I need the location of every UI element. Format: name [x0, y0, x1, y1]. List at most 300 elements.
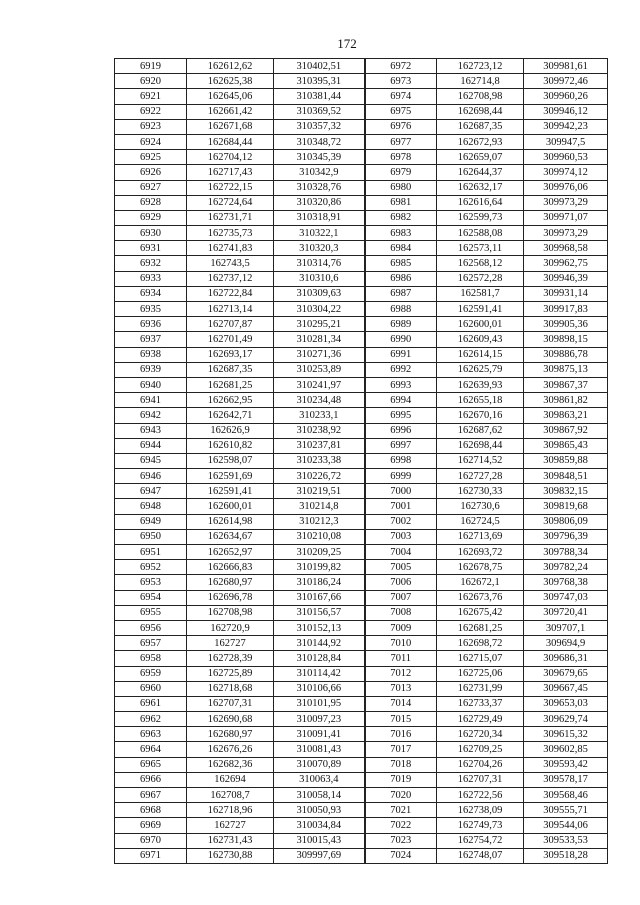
point-number-cell: 6964 [115, 742, 187, 757]
x-coordinate-cell: 162573,11 [437, 241, 524, 256]
y-coordinate-cell: 310309,63 [274, 286, 365, 301]
point-number-cell: 6999 [365, 469, 437, 484]
x-coordinate-cell: 162680,97 [187, 575, 274, 590]
table-row [115, 818, 608, 833]
y-coordinate-cell: 310318,91 [274, 210, 365, 225]
y-coordinate-cell: 310106,66 [274, 681, 365, 696]
point-number-cell: 6954 [115, 590, 187, 605]
point-number-cell: 6924 [115, 134, 187, 149]
point-number-cell: 6948 [115, 499, 187, 514]
x-coordinate-cell: 162708,98 [187, 605, 274, 620]
point-number-cell: 6973 [365, 74, 437, 89]
table-row [115, 788, 608, 803]
point-number-cell: 6981 [365, 195, 437, 210]
y-coordinate-cell: 309942,23 [524, 119, 608, 134]
x-coordinate-cell: 162735,73 [187, 226, 274, 241]
table-row [115, 499, 608, 514]
y-coordinate-cell: 310199,82 [274, 560, 365, 575]
x-coordinate-cell: 162718,68 [187, 681, 274, 696]
x-coordinate-cell: 162614,15 [437, 347, 524, 362]
point-number-cell: 7018 [365, 757, 437, 772]
x-coordinate-cell: 162693,17 [187, 347, 274, 362]
x-coordinate-cell: 162727,28 [437, 469, 524, 484]
x-coordinate-cell: 162698,44 [437, 104, 524, 119]
x-coordinate-cell: 162681,25 [187, 377, 274, 392]
y-coordinate-cell: 310212,3 [274, 514, 365, 529]
point-number-cell: 7000 [365, 484, 437, 499]
y-coordinate-cell: 310058,14 [274, 788, 365, 803]
point-number-cell: 6951 [115, 545, 187, 560]
y-coordinate-cell: 309997,69 [274, 848, 365, 863]
x-coordinate-cell: 162659,07 [437, 150, 524, 165]
y-coordinate-cell: 309544,06 [524, 818, 608, 833]
table-row [115, 286, 608, 301]
x-coordinate-cell: 162678,75 [437, 560, 524, 575]
x-coordinate-cell: 162684,44 [187, 134, 274, 149]
y-coordinate-cell: 310152,13 [274, 620, 365, 635]
y-coordinate-cell: 310214,8 [274, 499, 365, 514]
point-number-cell: 6925 [115, 150, 187, 165]
y-coordinate-cell: 310342,9 [274, 165, 365, 180]
y-coordinate-cell: 310015,43 [274, 833, 365, 848]
table-row [115, 529, 608, 544]
x-coordinate-cell: 162724,64 [187, 195, 274, 210]
y-coordinate-cell: 310186,24 [274, 575, 365, 590]
y-coordinate-cell: 309788,34 [524, 545, 608, 560]
x-coordinate-cell: 162730,33 [437, 484, 524, 499]
point-number-cell: 6920 [115, 74, 187, 89]
point-number-cell: 6959 [115, 666, 187, 681]
y-coordinate-cell: 309653,03 [524, 696, 608, 711]
table-row [115, 317, 608, 332]
x-coordinate-cell: 162625,79 [437, 362, 524, 377]
y-coordinate-cell: 309602,85 [524, 742, 608, 757]
table-row [115, 347, 608, 362]
point-number-cell: 6931 [115, 241, 187, 256]
y-coordinate-cell: 309568,46 [524, 788, 608, 803]
x-coordinate-cell: 162625,38 [187, 74, 274, 89]
x-coordinate-cell: 162672,93 [437, 134, 524, 149]
point-number-cell: 6972 [365, 59, 437, 74]
point-number-cell: 6994 [365, 393, 437, 408]
point-number-cell: 6929 [115, 210, 187, 225]
y-coordinate-cell: 309533,53 [524, 833, 608, 848]
y-coordinate-cell: 309861,82 [524, 393, 608, 408]
x-coordinate-cell: 162599,73 [437, 210, 524, 225]
point-number-cell: 6955 [115, 605, 187, 620]
y-coordinate-cell: 310091,41 [274, 727, 365, 742]
x-coordinate-cell: 162652,97 [187, 545, 274, 560]
x-coordinate-cell: 162727 [187, 636, 274, 651]
y-coordinate-cell: 310395,31 [274, 74, 365, 89]
x-coordinate-cell: 162645,06 [187, 89, 274, 104]
point-number-cell: 6949 [115, 514, 187, 529]
point-number-cell: 7015 [365, 712, 437, 727]
x-coordinate-cell: 162591,69 [187, 469, 274, 484]
x-coordinate-cell: 162743,5 [187, 256, 274, 271]
x-coordinate-cell: 162693,72 [437, 545, 524, 560]
point-number-cell: 7016 [365, 727, 437, 742]
x-coordinate-cell: 162722,15 [187, 180, 274, 195]
y-coordinate-cell: 310167,66 [274, 590, 365, 605]
y-coordinate-cell: 310063,4 [274, 772, 365, 787]
y-coordinate-cell: 310253,89 [274, 362, 365, 377]
x-coordinate-cell: 162600,01 [187, 499, 274, 514]
point-number-cell: 6967 [115, 788, 187, 803]
point-number-cell: 7019 [365, 772, 437, 787]
point-number-cell: 6991 [365, 347, 437, 362]
point-number-cell: 6935 [115, 302, 187, 317]
y-coordinate-cell: 309971,07 [524, 210, 608, 225]
point-number-cell: 7010 [365, 636, 437, 651]
y-coordinate-cell: 309848,51 [524, 469, 608, 484]
table-row [115, 165, 608, 180]
point-number-cell: 6995 [365, 408, 437, 423]
table-row [115, 74, 608, 89]
x-coordinate-cell: 162731,71 [187, 210, 274, 225]
y-coordinate-cell: 309946,12 [524, 104, 608, 119]
y-coordinate-cell: 309747,03 [524, 590, 608, 605]
point-number-cell: 6939 [115, 362, 187, 377]
table-row [115, 423, 608, 438]
y-coordinate-cell: 309962,75 [524, 256, 608, 271]
x-coordinate-cell: 162731,43 [187, 833, 274, 848]
y-coordinate-cell: 310381,44 [274, 89, 365, 104]
x-coordinate-cell: 162730,88 [187, 848, 274, 863]
x-coordinate-cell: 162655,18 [437, 393, 524, 408]
point-number-cell: 6971 [115, 848, 187, 863]
y-coordinate-cell: 309946,39 [524, 271, 608, 286]
x-coordinate-cell: 162698,44 [437, 438, 524, 453]
point-number-cell: 6983 [365, 226, 437, 241]
y-coordinate-cell: 310402,51 [274, 59, 365, 74]
table-row [115, 302, 608, 317]
point-number-cell: 6961 [115, 696, 187, 711]
x-coordinate-cell: 162713,69 [437, 529, 524, 544]
y-coordinate-cell: 310050,93 [274, 803, 365, 818]
y-coordinate-cell: 310219,51 [274, 484, 365, 499]
x-coordinate-cell: 162680,97 [187, 727, 274, 742]
y-coordinate-cell: 309960,53 [524, 150, 608, 165]
point-number-cell: 7011 [365, 651, 437, 666]
table-row [115, 393, 608, 408]
point-number-cell: 6974 [365, 89, 437, 104]
x-coordinate-cell: 162616,64 [437, 195, 524, 210]
table-row [115, 119, 608, 134]
table-row [115, 757, 608, 772]
point-number-cell: 7006 [365, 575, 437, 590]
point-number-cell: 6990 [365, 332, 437, 347]
x-coordinate-cell: 162738,09 [437, 803, 524, 818]
point-number-cell: 6922 [115, 104, 187, 119]
table-row [115, 134, 608, 149]
x-coordinate-cell: 162731,99 [437, 681, 524, 696]
point-number-cell: 7023 [365, 833, 437, 848]
point-number-cell: 6989 [365, 317, 437, 332]
point-number-cell: 6960 [115, 681, 187, 696]
x-coordinate-cell: 162598,07 [187, 453, 274, 468]
x-coordinate-cell: 162733,37 [437, 696, 524, 711]
x-coordinate-cell: 162707,31 [187, 696, 274, 711]
point-number-cell: 6978 [365, 150, 437, 165]
y-coordinate-cell: 310295,21 [274, 317, 365, 332]
x-coordinate-cell: 162722,56 [437, 788, 524, 803]
y-coordinate-cell: 309976,06 [524, 180, 608, 195]
x-coordinate-cell: 162568,12 [437, 256, 524, 271]
point-number-cell: 6968 [115, 803, 187, 818]
x-coordinate-cell: 162612,62 [187, 59, 274, 74]
y-coordinate-cell: 310328,76 [274, 180, 365, 195]
x-coordinate-cell: 162600,01 [437, 317, 524, 332]
point-number-cell: 6962 [115, 712, 187, 727]
point-number-cell: 6941 [115, 393, 187, 408]
x-coordinate-cell: 162704,12 [187, 150, 274, 165]
y-coordinate-cell: 309968,58 [524, 241, 608, 256]
y-coordinate-cell: 310357,32 [274, 119, 365, 134]
point-number-cell: 6956 [115, 620, 187, 635]
table-row [115, 104, 608, 119]
point-number-cell: 6952 [115, 560, 187, 575]
y-coordinate-cell: 310369,52 [274, 104, 365, 119]
table-row [115, 514, 608, 529]
y-coordinate-cell: 309886,78 [524, 347, 608, 362]
y-coordinate-cell: 309518,28 [524, 848, 608, 863]
x-coordinate-cell: 162720,34 [437, 727, 524, 742]
point-number-cell: 6944 [115, 438, 187, 453]
y-coordinate-cell: 310144,92 [274, 636, 365, 651]
x-coordinate-cell: 162707,31 [437, 772, 524, 787]
y-coordinate-cell: 310348,72 [274, 134, 365, 149]
y-coordinate-cell: 310114,42 [274, 666, 365, 681]
y-coordinate-cell: 310156,57 [274, 605, 365, 620]
x-coordinate-cell: 162642,71 [187, 408, 274, 423]
point-number-cell: 6992 [365, 362, 437, 377]
point-number-cell: 6977 [365, 134, 437, 149]
table-row [115, 408, 608, 423]
point-number-cell: 6988 [365, 302, 437, 317]
x-coordinate-cell: 162708,7 [187, 788, 274, 803]
x-coordinate-cell: 162634,67 [187, 529, 274, 544]
table-row [115, 727, 608, 742]
table-row [115, 575, 608, 590]
table-row [115, 362, 608, 377]
table-row [115, 605, 608, 620]
y-coordinate-cell: 309973,29 [524, 195, 608, 210]
x-coordinate-cell: 162714,52 [437, 453, 524, 468]
x-coordinate-cell: 162588,08 [437, 226, 524, 241]
y-coordinate-cell: 309832,15 [524, 484, 608, 499]
point-number-cell: 6947 [115, 484, 187, 499]
x-coordinate-cell: 162725,89 [187, 666, 274, 681]
x-coordinate-cell: 162698,72 [437, 636, 524, 651]
x-coordinate-cell: 162644,37 [437, 165, 524, 180]
x-coordinate-cell: 162632,17 [437, 180, 524, 195]
point-number-cell: 6938 [115, 347, 187, 362]
y-coordinate-cell: 310234,48 [274, 393, 365, 408]
table-row [115, 742, 608, 757]
x-coordinate-cell: 162737,12 [187, 271, 274, 286]
y-coordinate-cell: 310314,76 [274, 256, 365, 271]
y-coordinate-cell: 309686,31 [524, 651, 608, 666]
y-coordinate-cell: 309667,45 [524, 681, 608, 696]
point-number-cell: 7005 [365, 560, 437, 575]
x-coordinate-cell: 162723,12 [437, 59, 524, 74]
point-number-cell: 6943 [115, 423, 187, 438]
x-coordinate-cell: 162673,76 [437, 590, 524, 605]
point-number-cell: 6998 [365, 453, 437, 468]
point-number-cell: 7003 [365, 529, 437, 544]
point-number-cell: 6933 [115, 271, 187, 286]
point-number-cell: 7024 [365, 848, 437, 863]
y-coordinate-cell: 309972,46 [524, 74, 608, 89]
point-number-cell: 6942 [115, 408, 187, 423]
x-coordinate-cell: 162591,41 [437, 302, 524, 317]
point-number-cell: 6997 [365, 438, 437, 453]
x-coordinate-cell: 162718,96 [187, 803, 274, 818]
x-coordinate-cell: 162687,35 [437, 119, 524, 134]
table-row [115, 590, 608, 605]
y-coordinate-cell: 309863,21 [524, 408, 608, 423]
y-coordinate-cell: 310128,84 [274, 651, 365, 666]
y-coordinate-cell: 309806,09 [524, 514, 608, 529]
x-coordinate-cell: 162694 [187, 772, 274, 787]
y-coordinate-cell: 310210,08 [274, 529, 365, 544]
x-coordinate-cell: 162687,62 [437, 423, 524, 438]
x-coordinate-cell: 162609,43 [437, 332, 524, 347]
x-coordinate-cell: 162687,35 [187, 362, 274, 377]
x-coordinate-cell: 162666,83 [187, 560, 274, 575]
y-coordinate-cell: 309629,74 [524, 712, 608, 727]
table-row [115, 484, 608, 499]
point-number-cell: 7013 [365, 681, 437, 696]
x-coordinate-cell: 162639,93 [437, 377, 524, 392]
table-row [115, 195, 608, 210]
y-coordinate-cell: 309973,29 [524, 226, 608, 241]
x-coordinate-cell: 162610,82 [187, 438, 274, 453]
table-row [115, 772, 608, 787]
page-number: 172 [337, 36, 357, 51]
x-coordinate-cell: 162572,28 [437, 271, 524, 286]
x-coordinate-cell: 162661,42 [187, 104, 274, 119]
x-coordinate-cell: 162749,73 [437, 818, 524, 833]
y-coordinate-cell: 310320,86 [274, 195, 365, 210]
point-number-cell: 6950 [115, 529, 187, 544]
y-coordinate-cell: 310241,97 [274, 377, 365, 392]
point-number-cell: 7008 [365, 605, 437, 620]
point-number-cell: 6976 [365, 119, 437, 134]
x-coordinate-cell: 162681,25 [437, 620, 524, 635]
point-number-cell: 7017 [365, 742, 437, 757]
y-coordinate-cell: 310226,72 [274, 469, 365, 484]
y-coordinate-cell: 310304,22 [274, 302, 365, 317]
table-row [115, 438, 608, 453]
table-row [115, 332, 608, 347]
x-coordinate-cell: 162724,5 [437, 514, 524, 529]
point-number-cell: 6980 [365, 180, 437, 195]
point-number-cell: 6982 [365, 210, 437, 225]
point-number-cell: 7014 [365, 696, 437, 711]
table-row [115, 150, 608, 165]
point-number-cell: 7004 [365, 545, 437, 560]
x-coordinate-cell: 162662,95 [187, 393, 274, 408]
table-row [115, 620, 608, 635]
x-coordinate-cell: 162671,68 [187, 119, 274, 134]
point-number-cell: 6975 [365, 104, 437, 119]
table-row [115, 453, 608, 468]
y-coordinate-cell: 309768,38 [524, 575, 608, 590]
point-number-cell: 6965 [115, 757, 187, 772]
y-coordinate-cell: 309898,15 [524, 332, 608, 347]
x-coordinate-cell: 162715,07 [437, 651, 524, 666]
x-coordinate-cell: 162690,68 [187, 712, 274, 727]
table-row [115, 666, 608, 681]
x-coordinate-cell: 162709,25 [437, 742, 524, 757]
table-row [115, 59, 608, 74]
x-coordinate-cell: 162672,1 [437, 575, 524, 590]
y-coordinate-cell: 310320,3 [274, 241, 365, 256]
coordinate-table [114, 58, 608, 864]
y-coordinate-cell: 309960,26 [524, 89, 608, 104]
y-coordinate-cell: 309679,65 [524, 666, 608, 681]
x-coordinate-cell: 162701,49 [187, 332, 274, 347]
x-coordinate-cell: 162722,84 [187, 286, 274, 301]
x-coordinate-cell: 162682,36 [187, 757, 274, 772]
point-number-cell: 6946 [115, 469, 187, 484]
point-number-cell: 6969 [115, 818, 187, 833]
y-coordinate-cell: 310322,1 [274, 226, 365, 241]
point-number-cell: 7022 [365, 818, 437, 833]
y-coordinate-cell: 310237,81 [274, 438, 365, 453]
point-number-cell: 6926 [115, 165, 187, 180]
point-number-cell: 6927 [115, 180, 187, 195]
table-row [115, 712, 608, 727]
point-number-cell: 6966 [115, 772, 187, 787]
y-coordinate-cell: 310097,23 [274, 712, 365, 727]
y-coordinate-cell: 309974,12 [524, 165, 608, 180]
point-number-cell: 6958 [115, 651, 187, 666]
point-number-cell: 6963 [115, 727, 187, 742]
point-number-cell: 6987 [365, 286, 437, 301]
y-coordinate-cell: 309875,13 [524, 362, 608, 377]
x-coordinate-cell: 162729,49 [437, 712, 524, 727]
point-number-cell: 6936 [115, 317, 187, 332]
y-coordinate-cell: 309707,1 [524, 620, 608, 635]
x-coordinate-cell: 162754,72 [437, 833, 524, 848]
y-coordinate-cell: 309931,14 [524, 286, 608, 301]
point-number-cell: 6984 [365, 241, 437, 256]
y-coordinate-cell: 309796,39 [524, 529, 608, 544]
y-coordinate-cell: 310101,95 [274, 696, 365, 711]
y-coordinate-cell: 309819,68 [524, 499, 608, 514]
y-coordinate-cell: 309917,83 [524, 302, 608, 317]
point-number-cell: 6928 [115, 195, 187, 210]
table-row [115, 377, 608, 392]
point-number-cell: 6937 [115, 332, 187, 347]
y-coordinate-cell: 309615,32 [524, 727, 608, 742]
y-coordinate-cell: 309981,61 [524, 59, 608, 74]
x-coordinate-cell: 162591,41 [187, 484, 274, 499]
table-row [115, 803, 608, 818]
y-coordinate-cell: 310070,89 [274, 757, 365, 772]
point-number-cell: 6921 [115, 89, 187, 104]
point-number-cell: 6979 [365, 165, 437, 180]
table-row [115, 271, 608, 286]
table-row [115, 210, 608, 225]
y-coordinate-cell: 309782,24 [524, 560, 608, 575]
x-coordinate-cell: 162725,06 [437, 666, 524, 681]
x-coordinate-cell: 162614,98 [187, 514, 274, 529]
x-coordinate-cell: 162704,26 [437, 757, 524, 772]
